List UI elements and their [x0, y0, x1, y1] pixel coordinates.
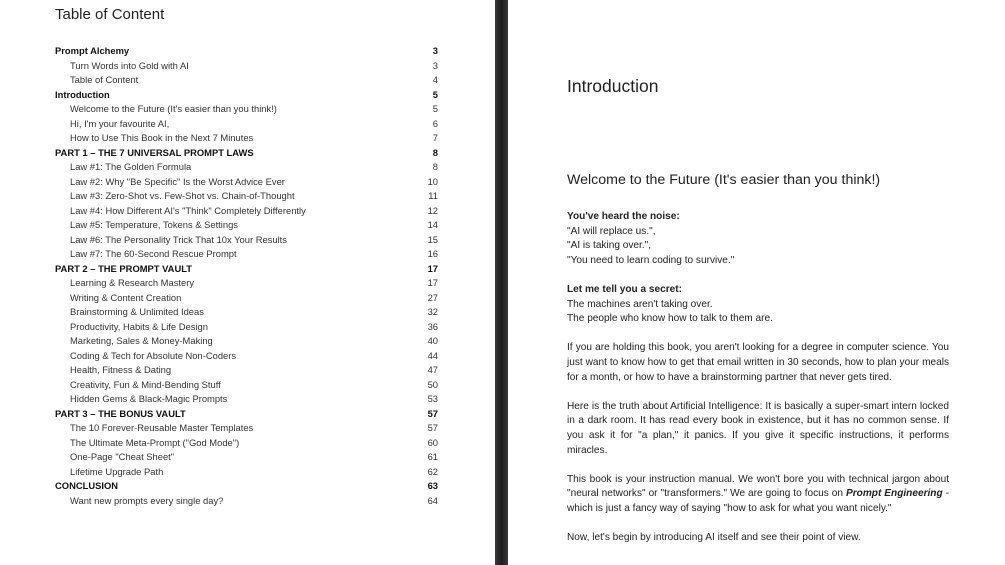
- toc-entry-page: 17: [427, 277, 438, 289]
- toc-entry[interactable]: [55, 392, 438, 407]
- toc-entry-page: 5: [432, 103, 438, 115]
- right-page: [508, 0, 1005, 565]
- paragraph-text: This book is your instruction manual. We won't bore you with technical jargon about "neural networks" or "transformers." We are going to focus on: [567, 473, 949, 500]
- toc-entry-label: Hi, I'm your favourite AI,: [70, 117, 170, 129]
- book-spine: [495, 0, 508, 565]
- toc-entry-label: Health, Fitness & Dating: [70, 364, 172, 376]
- toc-entry[interactable]: [55, 189, 438, 204]
- toc-list: [55, 44, 438, 509]
- noise-line: "AI will replace us.",: [567, 225, 656, 237]
- toc-entry-label: Introduction: [55, 88, 110, 100]
- toc-entry-page: 15: [427, 233, 438, 245]
- toc-entry-page: 16: [427, 248, 438, 260]
- toc-entry-page: 36: [427, 320, 438, 332]
- toc-entry[interactable]: [55, 349, 438, 364]
- toc-entry-label: Brainstorming & Unlimited Ideas: [70, 306, 204, 318]
- toc-entry[interactable]: [55, 334, 438, 349]
- toc-entry-page: 63: [427, 480, 438, 492]
- toc-entry-page: 44: [427, 349, 438, 361]
- toc-entry[interactable]: [55, 436, 438, 451]
- toc-entry[interactable]: [55, 59, 438, 74]
- paragraph: If you are holding this book, you aren't looking for a degree in computer science. You just want to know how to get that email written in 30 seconds, how to plan your meals for a month, or how to have a brainstorming partner that never gets tired.: [567, 342, 949, 383]
- toc-entry-label: CONCLUSION: [55, 480, 119, 492]
- toc-entry-page: 8: [432, 161, 438, 173]
- toc-entry[interactable]: [55, 479, 438, 494]
- toc-entry[interactable]: [55, 218, 438, 233]
- toc-entry[interactable]: [55, 262, 438, 277]
- toc-entry-page: 4: [432, 74, 438, 86]
- toc-entry[interactable]: [55, 204, 438, 219]
- left-page: [0, 0, 495, 565]
- toc-entry[interactable]: [55, 450, 438, 465]
- toc-entry[interactable]: [55, 407, 438, 422]
- page-heading: Introduction: [567, 76, 659, 96]
- toc-entry-page: 62: [427, 465, 438, 477]
- toc-entry-page: 40: [427, 335, 438, 347]
- emphasis-text: Prompt Engineering: [846, 488, 943, 500]
- toc-entry[interactable]: [55, 291, 438, 306]
- toc-entry[interactable]: [55, 494, 438, 509]
- toc-entry-label: Productivity, Habits & Life Design: [70, 320, 208, 332]
- toc-entry-page: 60: [427, 436, 438, 448]
- toc-entry-label: Coding & Tech for Absolute Non-Coders: [70, 349, 237, 361]
- toc-entry-page: 12: [427, 204, 438, 216]
- toc-entry[interactable]: [55, 175, 438, 190]
- toc-entry[interactable]: [55, 378, 438, 393]
- toc-entry-page: 5: [432, 88, 438, 100]
- toc-entry-label: Lifetime Upgrade Path: [70, 465, 164, 477]
- toc-entry-label: The 10 Forever-Reusable Master Templates: [70, 422, 254, 434]
- toc-entry-label: Writing & Content Creation: [70, 291, 182, 303]
- toc-entry-page: 64: [427, 494, 438, 506]
- secret-line: The people who know how to talk to them are.: [567, 313, 773, 325]
- toc-entry-label: Turn Words into Gold with AI: [70, 59, 189, 71]
- toc-entry[interactable]: [55, 363, 438, 378]
- toc-entry-page: 53: [427, 393, 438, 405]
- toc-entry-label: Law #7: The 60-Second Rescue Prompt: [70, 248, 237, 260]
- secret-line: The machines aren't taking over.: [567, 298, 713, 310]
- noise-line: "AI is taking over.",: [567, 240, 652, 252]
- noise-heading: You've heard the noise:: [567, 211, 680, 222]
- toc-entry-page: 47: [427, 364, 438, 376]
- toc-entry[interactable]: [55, 44, 438, 59]
- toc-title: Table of Content: [55, 6, 165, 23]
- toc-entry-label: Want new prompts every single day?: [70, 494, 224, 506]
- toc-entry-label: Law #6: The Personality Trick That 10x Your Results: [70, 233, 287, 245]
- section-heading: Welcome to the Future (It's easier than you think!): [567, 172, 881, 188]
- toc-entry-page: 17: [427, 262, 438, 274]
- toc-entry-page: 7: [432, 132, 438, 144]
- secret-heading: Let me tell you a secret:: [567, 283, 682, 295]
- toc-entry-label: Law #4: How Different AI's "Think" Completely Differently: [70, 204, 306, 216]
- paragraph: Here is the truth about Artificial Intelligence: It is basically a super-smart intern locked in a dark room. It has read every book in existence, but it has no common sense. If you ask it for "a plan," it panics. If you give it specific instructions, it performs miracles.: [567, 400, 949, 456]
- paragraph: Now, let's begin by introducing AI itself and see their point of view.: [567, 532, 861, 544]
- toc-entry-label: Prompt Alchemy: [55, 45, 130, 56]
- toc-entry[interactable]: [55, 233, 438, 248]
- toc-entry-page: 3: [432, 59, 438, 71]
- toc-entry-label: Learning & Research Mastery: [70, 277, 195, 289]
- toc-entry-label: Law #1: The Golden Formula: [70, 161, 192, 173]
- toc-entry[interactable]: [55, 146, 438, 161]
- toc-entry-page: 6: [432, 117, 438, 129]
- toc-entry-label: One-Page "Cheat Sheet": [70, 451, 175, 463]
- toc-entry-label: Welcome to the Future (It's easier than you think!): [70, 103, 277, 115]
- toc-entry-label: Law #3: Zero-Shot vs. Few-Shot vs. Chain-of-Thought: [70, 190, 295, 202]
- toc-entry-label: Table of Content: [70, 74, 139, 86]
- noise-block: [567, 210, 949, 268]
- toc-entry[interactable]: [55, 117, 438, 132]
- paragraph-text: - which is just a fancy way of saying "how to ask for what you want nicely.": [567, 488, 949, 514]
- toc-entry-page: 10: [427, 175, 438, 187]
- toc-entry-page: 32: [427, 306, 438, 318]
- toc-entry[interactable]: [55, 320, 438, 335]
- toc-entry-page: 14: [427, 219, 438, 231]
- toc-entry-label: Law #5: Temperature, Tokens & Settings: [70, 219, 238, 231]
- toc-entry[interactable]: [55, 160, 438, 175]
- toc-entry-label: The Ultimate Meta-Prompt ("God Mode"): [70, 436, 240, 448]
- toc-entry-label: Law #2: Why "Be Specific" Is the Worst Advice Ever: [70, 175, 285, 187]
- toc-entry-page: 57: [427, 422, 438, 434]
- toc-entry[interactable]: [55, 305, 438, 320]
- toc-entry[interactable]: [55, 247, 438, 262]
- toc-entry-page: 27: [427, 291, 438, 303]
- toc-entry[interactable]: [55, 102, 438, 117]
- noise-line: "You need to learn coding to survive.": [567, 254, 735, 266]
- toc-entry-page: 61: [427, 451, 438, 463]
- toc-entry-label: PART 2 – THE PROMPT VAULT: [55, 262, 192, 274]
- toc-entry-label: PART 1 – THE 7 UNIVERSAL PROMPT LAWS: [55, 146, 254, 158]
- toc-entry-label: PART 3 – THE BONUS VAULT: [55, 407, 186, 419]
- toc-entry-page: 11: [428, 190, 438, 202]
- toc-entry-page: 8: [432, 146, 438, 158]
- toc-entry[interactable]: [55, 88, 438, 103]
- toc-entry[interactable]: [55, 131, 438, 146]
- toc-entry-page: 50: [427, 378, 438, 390]
- toc-entry-label: Hidden Gems & Black-Magic Prompts: [70, 393, 228, 405]
- intro-body: [567, 210, 949, 560]
- toc-entry-page: 57: [427, 407, 438, 419]
- toc-entry[interactable]: [55, 421, 438, 436]
- toc-entry-label: How to Use This Book in the Next 7 Minutes: [70, 132, 254, 144]
- toc-entry-label: Marketing, Sales & Money-Making: [70, 335, 213, 347]
- toc-entry[interactable]: [55, 465, 438, 480]
- toc-entry[interactable]: [55, 276, 438, 291]
- toc-entry-page: 3: [432, 45, 438, 56]
- paragraph: [567, 473, 949, 517]
- toc-entry[interactable]: [55, 73, 438, 88]
- secret-block: [567, 283, 949, 327]
- toc-entry-label: Creativity, Fun & Mind-Bending Stuff: [70, 378, 221, 390]
